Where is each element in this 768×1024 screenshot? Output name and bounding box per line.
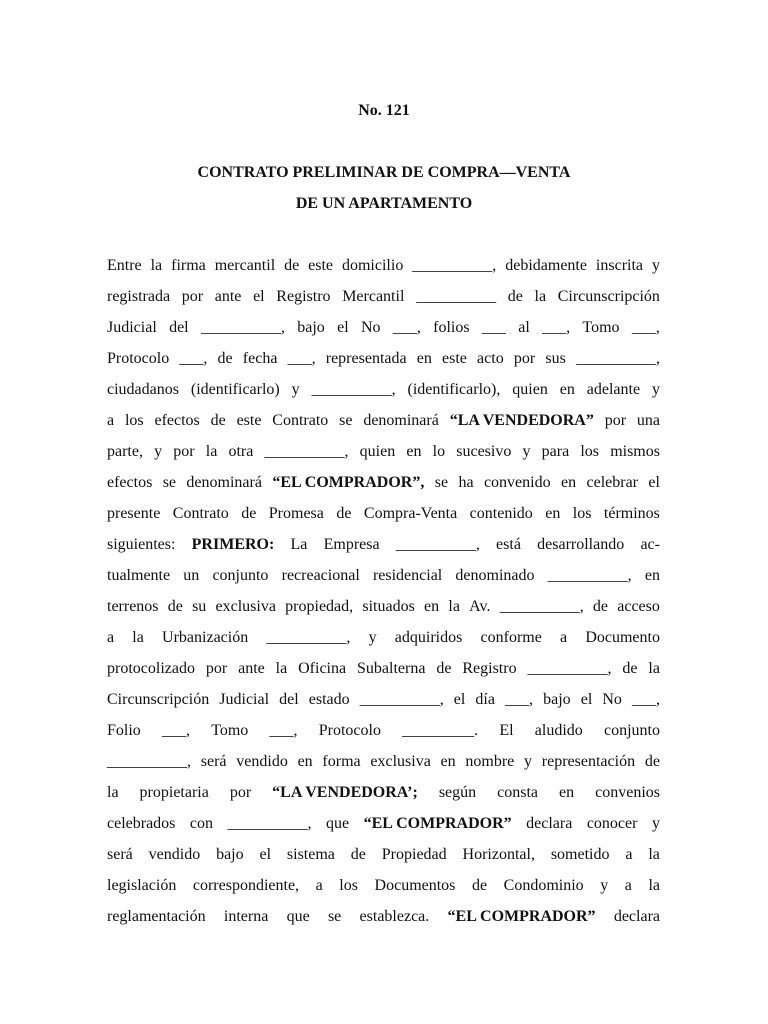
- body-word: propiedad,: [285, 598, 354, 615]
- body-line: [107, 782, 660, 813]
- body-word: en: [424, 598, 440, 615]
- body-line: [107, 503, 660, 534]
- body-word: este: [308, 257, 334, 274]
- body-word: mercantil: [214, 257, 276, 274]
- body-word: adquiridos: [394, 629, 463, 646]
- document-title-line-1: CONTRATO PRELIMINAR DE COMPRA—VENTA: [197, 164, 571, 181]
- body-word: conforme: [480, 629, 542, 646]
- body-word: propietaria: [139, 784, 209, 801]
- body-word: presente: [107, 505, 161, 522]
- body-word: está: [496, 536, 521, 553]
- body-word: ___,: [162, 722, 190, 739]
- body-word: Judicial: [219, 691, 270, 708]
- body-word: Condominio: [503, 877, 584, 894]
- body-word: Mercantil: [342, 288, 405, 305]
- contract-body: [107, 255, 660, 937]
- body-word: _________.: [402, 722, 479, 739]
- body-word: en: [559, 381, 575, 398]
- body-word: celebrados: [107, 815, 176, 832]
- body-word: el: [580, 691, 593, 708]
- body-word: Registro: [462, 660, 517, 677]
- body-word: __________,: [547, 567, 632, 584]
- body-word: se: [327, 908, 342, 925]
- body-line: [107, 627, 660, 658]
- body-word: los: [580, 443, 600, 460]
- body-word: Oficina: [298, 660, 347, 677]
- body-word: __________,: [266, 629, 351, 646]
- body-word: a: [107, 629, 115, 646]
- body-word: exclusiva: [370, 753, 431, 770]
- body-line: [107, 472, 660, 503]
- body-word: día: [475, 691, 495, 708]
- body-word: el: [337, 319, 349, 336]
- body-word: denominará: [186, 474, 262, 491]
- body-word: de: [471, 877, 488, 894]
- body-word: __________,: [227, 815, 312, 832]
- body-word: la: [150, 257, 163, 274]
- bold-term: “EL COMPRADOR”: [363, 815, 512, 832]
- body-word: conjunto: [603, 722, 660, 739]
- body-word: por: [513, 350, 536, 367]
- body-line: [107, 565, 660, 596]
- body-word: y: [524, 753, 533, 770]
- body-word: efectos: [107, 474, 153, 491]
- body-word: reglamentación: [107, 908, 206, 925]
- body-word: ___,: [632, 691, 660, 708]
- body-line: [107, 286, 660, 317]
- body-line: [107, 875, 660, 906]
- body-word: convenido: [483, 474, 551, 491]
- body-word: por: [229, 784, 252, 801]
- body-word: y: [652, 381, 660, 398]
- body-word: por: [173, 443, 195, 460]
- body-word: exclusiva: [215, 598, 276, 615]
- body-word: Propiedad: [381, 846, 447, 863]
- bold-term: “EL COMPRADOR”: [447, 908, 596, 925]
- body-line: [107, 379, 660, 410]
- body-word: en: [561, 474, 577, 491]
- body-word: la: [132, 629, 144, 646]
- body-word: en: [440, 753, 456, 770]
- body-word: de: [350, 846, 366, 863]
- body-word: de: [284, 257, 300, 274]
- body-word: Compra-Venta: [363, 505, 458, 522]
- body-word: vendido: [236, 753, 288, 770]
- body-word: de: [210, 412, 226, 429]
- body-word: términos: [603, 505, 660, 522]
- body-word: (identificarlo): [190, 381, 280, 398]
- body-word: sucesivo: [456, 443, 512, 460]
- body-word: aludido: [534, 722, 583, 739]
- body-word: otra: [228, 443, 254, 460]
- body-word: un: [183, 567, 200, 584]
- body-word: denominará: [363, 412, 439, 429]
- body-word: los: [124, 412, 144, 429]
- body-line: [107, 534, 660, 565]
- body-word: terrenos: [107, 598, 159, 615]
- body-word: acceso: [617, 598, 660, 615]
- document-number: No. 121: [358, 102, 410, 119]
- body-word: por: [205, 660, 228, 677]
- body-word: sus: [545, 350, 566, 367]
- body-word: de: [217, 350, 233, 367]
- body-word: en: [644, 567, 660, 584]
- body-word: declara: [526, 815, 573, 832]
- body-word: inscrita: [595, 257, 644, 274]
- body-word: __________,: [395, 536, 480, 553]
- body-line: [107, 689, 660, 720]
- body-word: Folio: [107, 722, 141, 739]
- body-word: de: [507, 288, 523, 305]
- body-word: Av.: [469, 598, 491, 615]
- body-word: convenios: [595, 784, 660, 801]
- body-word: de: [436, 660, 452, 677]
- body-word: la: [648, 660, 660, 677]
- body-word: ___,: [505, 691, 534, 708]
- body-word: al: [518, 319, 530, 336]
- body-word: de: [167, 598, 183, 615]
- body-word: Tomo: [582, 319, 620, 336]
- body-word: desarrollando: [537, 536, 625, 553]
- body-word: a: [107, 412, 115, 429]
- body-line: [107, 596, 660, 627]
- body-word: de: [644, 753, 660, 770]
- body-word: la: [648, 846, 660, 863]
- body-word: El: [499, 722, 514, 739]
- body-line: [107, 410, 660, 441]
- body-word: forma: [322, 753, 361, 770]
- body-word: denominado: [455, 567, 535, 584]
- body-word: representada: [325, 350, 407, 367]
- body-word: con: [189, 815, 214, 832]
- body-word: el: [453, 691, 466, 708]
- body-word: Horizontal,: [462, 846, 535, 863]
- body-word: __________,: [107, 753, 191, 770]
- body-word: en: [545, 505, 561, 522]
- bold-term: PRIMERO:: [191, 536, 275, 553]
- body-word: (identificarlo),: [407, 381, 501, 398]
- body-word: y: [651, 257, 660, 274]
- body-word: sistema: [286, 846, 335, 863]
- body-word: por: [181, 288, 204, 305]
- body-line: [107, 658, 660, 689]
- body-word: una: [636, 412, 660, 429]
- body-word: y: [154, 443, 163, 460]
- body-word: y: [651, 815, 660, 832]
- body-word: Subalterna: [357, 660, 426, 677]
- body-line: [107, 441, 660, 472]
- body-word: Protocolo: [107, 350, 170, 367]
- body-word: No: [360, 319, 381, 336]
- body-word: __________,: [311, 381, 396, 398]
- body-word: conocer: [586, 815, 638, 832]
- body-word: ___,: [179, 350, 208, 367]
- body-word: residencial: [372, 567, 443, 584]
- body-word: los: [339, 877, 358, 894]
- body-word: La: [290, 536, 308, 553]
- body-word: domicilio: [341, 257, 404, 274]
- body-word: a: [560, 629, 568, 646]
- body-word: protocolizado: [107, 660, 195, 677]
- body-word: __________,: [359, 691, 444, 708]
- body-word: se: [434, 474, 449, 491]
- body-word: acto: [477, 350, 504, 367]
- body-word: y: [522, 443, 531, 460]
- body-word: siguientes:: [107, 536, 176, 553]
- body-word: interna: [223, 908, 269, 925]
- body-word: adelante: [586, 381, 641, 398]
- body-word: en: [406, 443, 422, 460]
- body-word: Protocolo: [318, 722, 381, 739]
- body-word: el: [259, 846, 272, 863]
- body-word: lo: [432, 443, 446, 460]
- body-word: de: [336, 505, 352, 522]
- body-word: quien: [512, 381, 548, 398]
- body-word: se: [162, 474, 177, 491]
- body-word: Promesa: [268, 505, 324, 522]
- body-word: será: [107, 846, 133, 863]
- body-word: de: [241, 505, 257, 522]
- body-word: ___,: [542, 319, 571, 336]
- body-word: y: [291, 381, 300, 398]
- body-word: la: [205, 443, 218, 460]
- body-line: [107, 751, 660, 782]
- body-word: a: [625, 846, 633, 863]
- body-word: ha: [458, 474, 474, 491]
- body-word: celebrar: [586, 474, 639, 491]
- body-word: será: [200, 753, 227, 770]
- body-word: vendido: [148, 846, 201, 863]
- body-word: a: [624, 877, 632, 894]
- body-word: ciudadanos: [107, 381, 179, 398]
- body-word: fecha: [242, 350, 278, 367]
- body-word: la: [107, 784, 119, 801]
- body-line: [107, 906, 660, 937]
- body-word: su: [192, 598, 207, 615]
- body-word: Tomo: [211, 722, 249, 739]
- bold-term: “EL COMPRADOR”,: [272, 474, 425, 491]
- body-word: quien: [359, 443, 396, 460]
- body-word: la: [275, 660, 288, 677]
- bold-term: “LA VENDEDORA”: [449, 412, 594, 429]
- body-word: Entre: [107, 257, 142, 274]
- body-word: mismos: [610, 443, 660, 460]
- body-word: estado: [308, 691, 350, 708]
- body-word: __________,: [412, 257, 497, 274]
- body-word: de: [592, 598, 609, 615]
- body-word: en: [559, 784, 575, 801]
- body-word: ac-: [640, 536, 660, 553]
- body-word: conjunto: [212, 567, 269, 584]
- body-word: este: [236, 412, 262, 429]
- body-word: parte,: [107, 443, 143, 460]
- body-word: sometido: [550, 846, 610, 863]
- body-line: [107, 348, 660, 379]
- body-word: ante: [214, 288, 242, 305]
- body-word: y: [600, 877, 609, 894]
- body-word: __________,: [499, 598, 584, 615]
- body-word: del: [169, 319, 189, 336]
- document-title-line-2: DE UN APARTAMENTO: [295, 195, 473, 212]
- body-word: Urbanización: [162, 629, 249, 646]
- body-word: __________,: [575, 350, 660, 367]
- body-word: bajo: [216, 846, 244, 863]
- body-word: Documentos: [374, 877, 456, 894]
- body-line: [107, 844, 660, 875]
- body-line: [107, 720, 660, 751]
- body-word: que: [286, 908, 310, 925]
- body-word: representación: [541, 753, 636, 770]
- body-line: [107, 317, 660, 348]
- body-word: nombre: [465, 753, 515, 770]
- body-word: tualmente: [107, 567, 171, 584]
- body-word: el: [253, 288, 265, 305]
- body-word: Registro: [276, 288, 331, 305]
- body-line: [107, 255, 660, 286]
- body-word: el: [648, 474, 660, 491]
- body-word: situados: [362, 598, 415, 615]
- bold-term: “LA VENDEDORA’;: [272, 784, 418, 801]
- body-word: folios: [433, 319, 470, 336]
- body-word: declara: [613, 908, 660, 925]
- body-word: la: [448, 598, 460, 615]
- body-word: __________: [416, 288, 497, 305]
- body-word: Empresa: [323, 536, 380, 553]
- body-word: la: [648, 877, 660, 894]
- body-word: que: [326, 815, 350, 832]
- body-word: __________,: [264, 443, 349, 460]
- body-word: a: [315, 877, 323, 894]
- body-word: contenido: [469, 505, 533, 522]
- body-word: ___,: [287, 350, 316, 367]
- body-word: ___,: [269, 722, 298, 739]
- body-word: ___: [481, 319, 506, 336]
- body-word: por: [604, 412, 627, 429]
- body-word: bajo: [543, 691, 571, 708]
- body-word: y: [368, 629, 377, 646]
- body-word: para: [541, 443, 570, 460]
- body-word: registrada: [107, 288, 171, 305]
- body-word: No: [602, 691, 622, 708]
- body-word: de: [622, 660, 638, 677]
- body-word: Circunscripción: [107, 691, 210, 708]
- body-word: la: [534, 288, 547, 305]
- body-line: [107, 813, 660, 844]
- body-word: en: [297, 753, 313, 770]
- body-word: correspondiente,: [192, 877, 300, 894]
- body-word: bajo: [297, 319, 325, 336]
- body-word: consta: [497, 784, 539, 801]
- body-word: ___,: [392, 319, 421, 336]
- body-word: recreacional: [281, 567, 360, 584]
- body-word: los: [572, 505, 592, 522]
- body-word: ante: [238, 660, 265, 677]
- body-word: este: [442, 350, 467, 367]
- body-word: Circunscripción: [557, 288, 660, 305]
- body-word: Judicial: [107, 319, 157, 336]
- body-word: Contrato: [272, 412, 329, 429]
- body-word: efectos: [154, 412, 200, 429]
- body-word: Contrato: [172, 505, 229, 522]
- body-word: Documento: [585, 629, 660, 646]
- body-word: __________,: [200, 319, 285, 336]
- body-word: ___,: [631, 319, 660, 336]
- body-word: establezca.: [359, 908, 430, 925]
- body-word: según: [438, 784, 477, 801]
- body-word: legislación: [107, 877, 177, 894]
- body-word: en: [416, 350, 432, 367]
- body-word: firma: [171, 257, 206, 274]
- body-word: se: [339, 412, 353, 429]
- body-word: del: [279, 691, 299, 708]
- body-word: __________,: [527, 660, 612, 677]
- body-word: debidamente: [505, 257, 587, 274]
